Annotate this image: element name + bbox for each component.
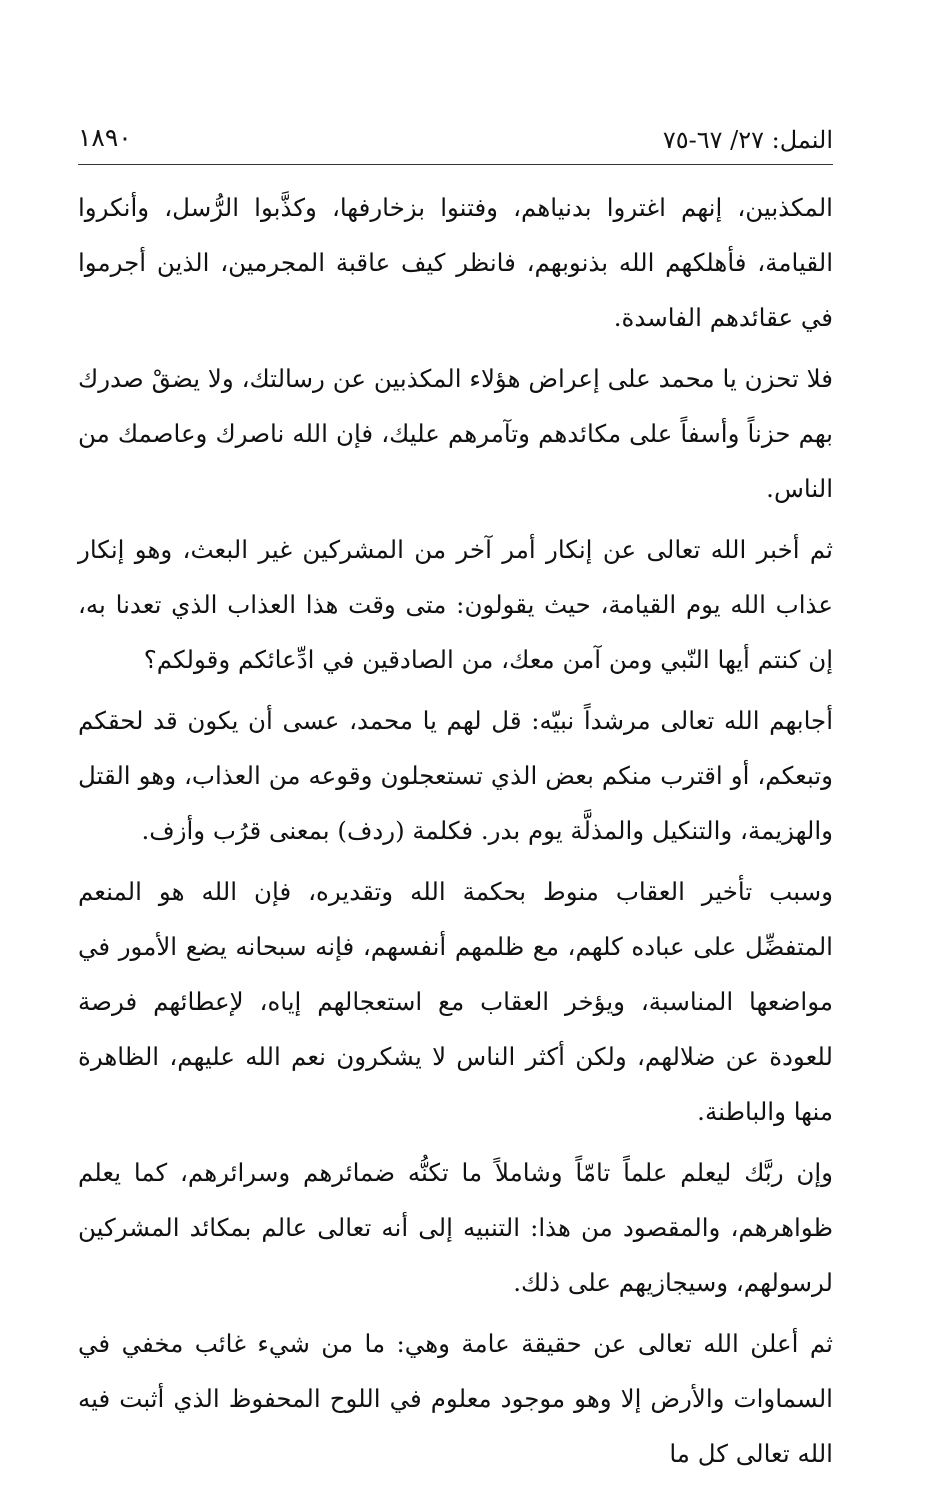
paragraph-4: أجابهم الله تعالى مرشداً نبيّه: قل لهم يا محمد، عسى أن يكون قد لحقكم وتبعكم، أو اقترب منكم بعض الذي تستعجلون وقوعه من العذاب، وهو القتل والهزيمة، والتنكيل والمذلَّة يوم بدر. فكلمة (ردف) بمعنى قرُب وأزف.: [78, 706, 833, 845]
body-text: [78, 180, 833, 1487]
running-title: النمل: ٢٧/ ٦٧-٧٥: [662, 126, 833, 154]
header-divider: [78, 164, 833, 165]
page-number: ١٨٩٠: [78, 123, 132, 152]
paragraph-1: المكذبين، إنهم اغتروا بدنياهم، وفتنوا بزخارفها، وكذَّبوا الرُّسل، وأنكروا القيامة، فأهلكهم الله بذنوبهم، فانظر كيف عاقبة المجرمين، الذين أجرموا في عقائدهم الفاسدة.: [78, 193, 833, 332]
page-header: [78, 118, 833, 158]
paragraph-3: ثم أخبر الله تعالى عن إنكار أمر آخر من المشركين غير البعث، وهو إنكار عذاب الله يوم القيامة، حيث يقولون: متى وقت هذا العذاب الذي تعدنا به، إن كنتم أيها النّبي ومن آمن معك، من الصادقين في ادِّعائكم وقولكم؟: [78, 535, 833, 674]
document-page: [78, 0, 833, 1468]
paragraph-5: وسبب تأخير العقاب منوط بحكمة الله وتقديره، فإن الله هو المنعم المتفضِّل على عباده كلهم، مع ظلمهم أنفسهم، فإنه سبحانه يضع الأمور في مواضعها المناسبة، ويؤخر العقاب مع استعجالهم إياه، لإعطائهم فرصة للعودة عن ضلالهم، ولكن أكثر الناس لا يشكرون نعم الله عليهم، الظاهرة منها والباطنة.: [78, 877, 833, 1126]
paragraph-2: فلا تحزن يا محمد على إعراض هؤلاء المكذبين عن رسالتك، ولا يضقْ صدرك بهم حزناً وأسفاً على مكائدهم وتآمرهم عليك، فإن الله ناصرك وعاصمك من الناس.: [78, 364, 833, 503]
paragraph-7: ثم أعلن الله تعالى عن حقيقة عامة وهي: ما من شيء غائب مخفي في السماوات والأرض إلا وهو موجود معلوم في اللوح المحفوظ الذي أثبت فيه الله تعالى كل ما: [78, 1329, 833, 1468]
paragraph-6: وإن ربَّك ليعلم علماً تامّاً وشاملاً ما تكنُّه ضمائرهم وسرائرهم، كما يعلم ظواهرهم، والمقصود من هذا: التنبيه إلى أنه تعالى عالم بمكائد المشركين لرسولهم، وسيجازيهم على ذلك.: [78, 1158, 833, 1297]
